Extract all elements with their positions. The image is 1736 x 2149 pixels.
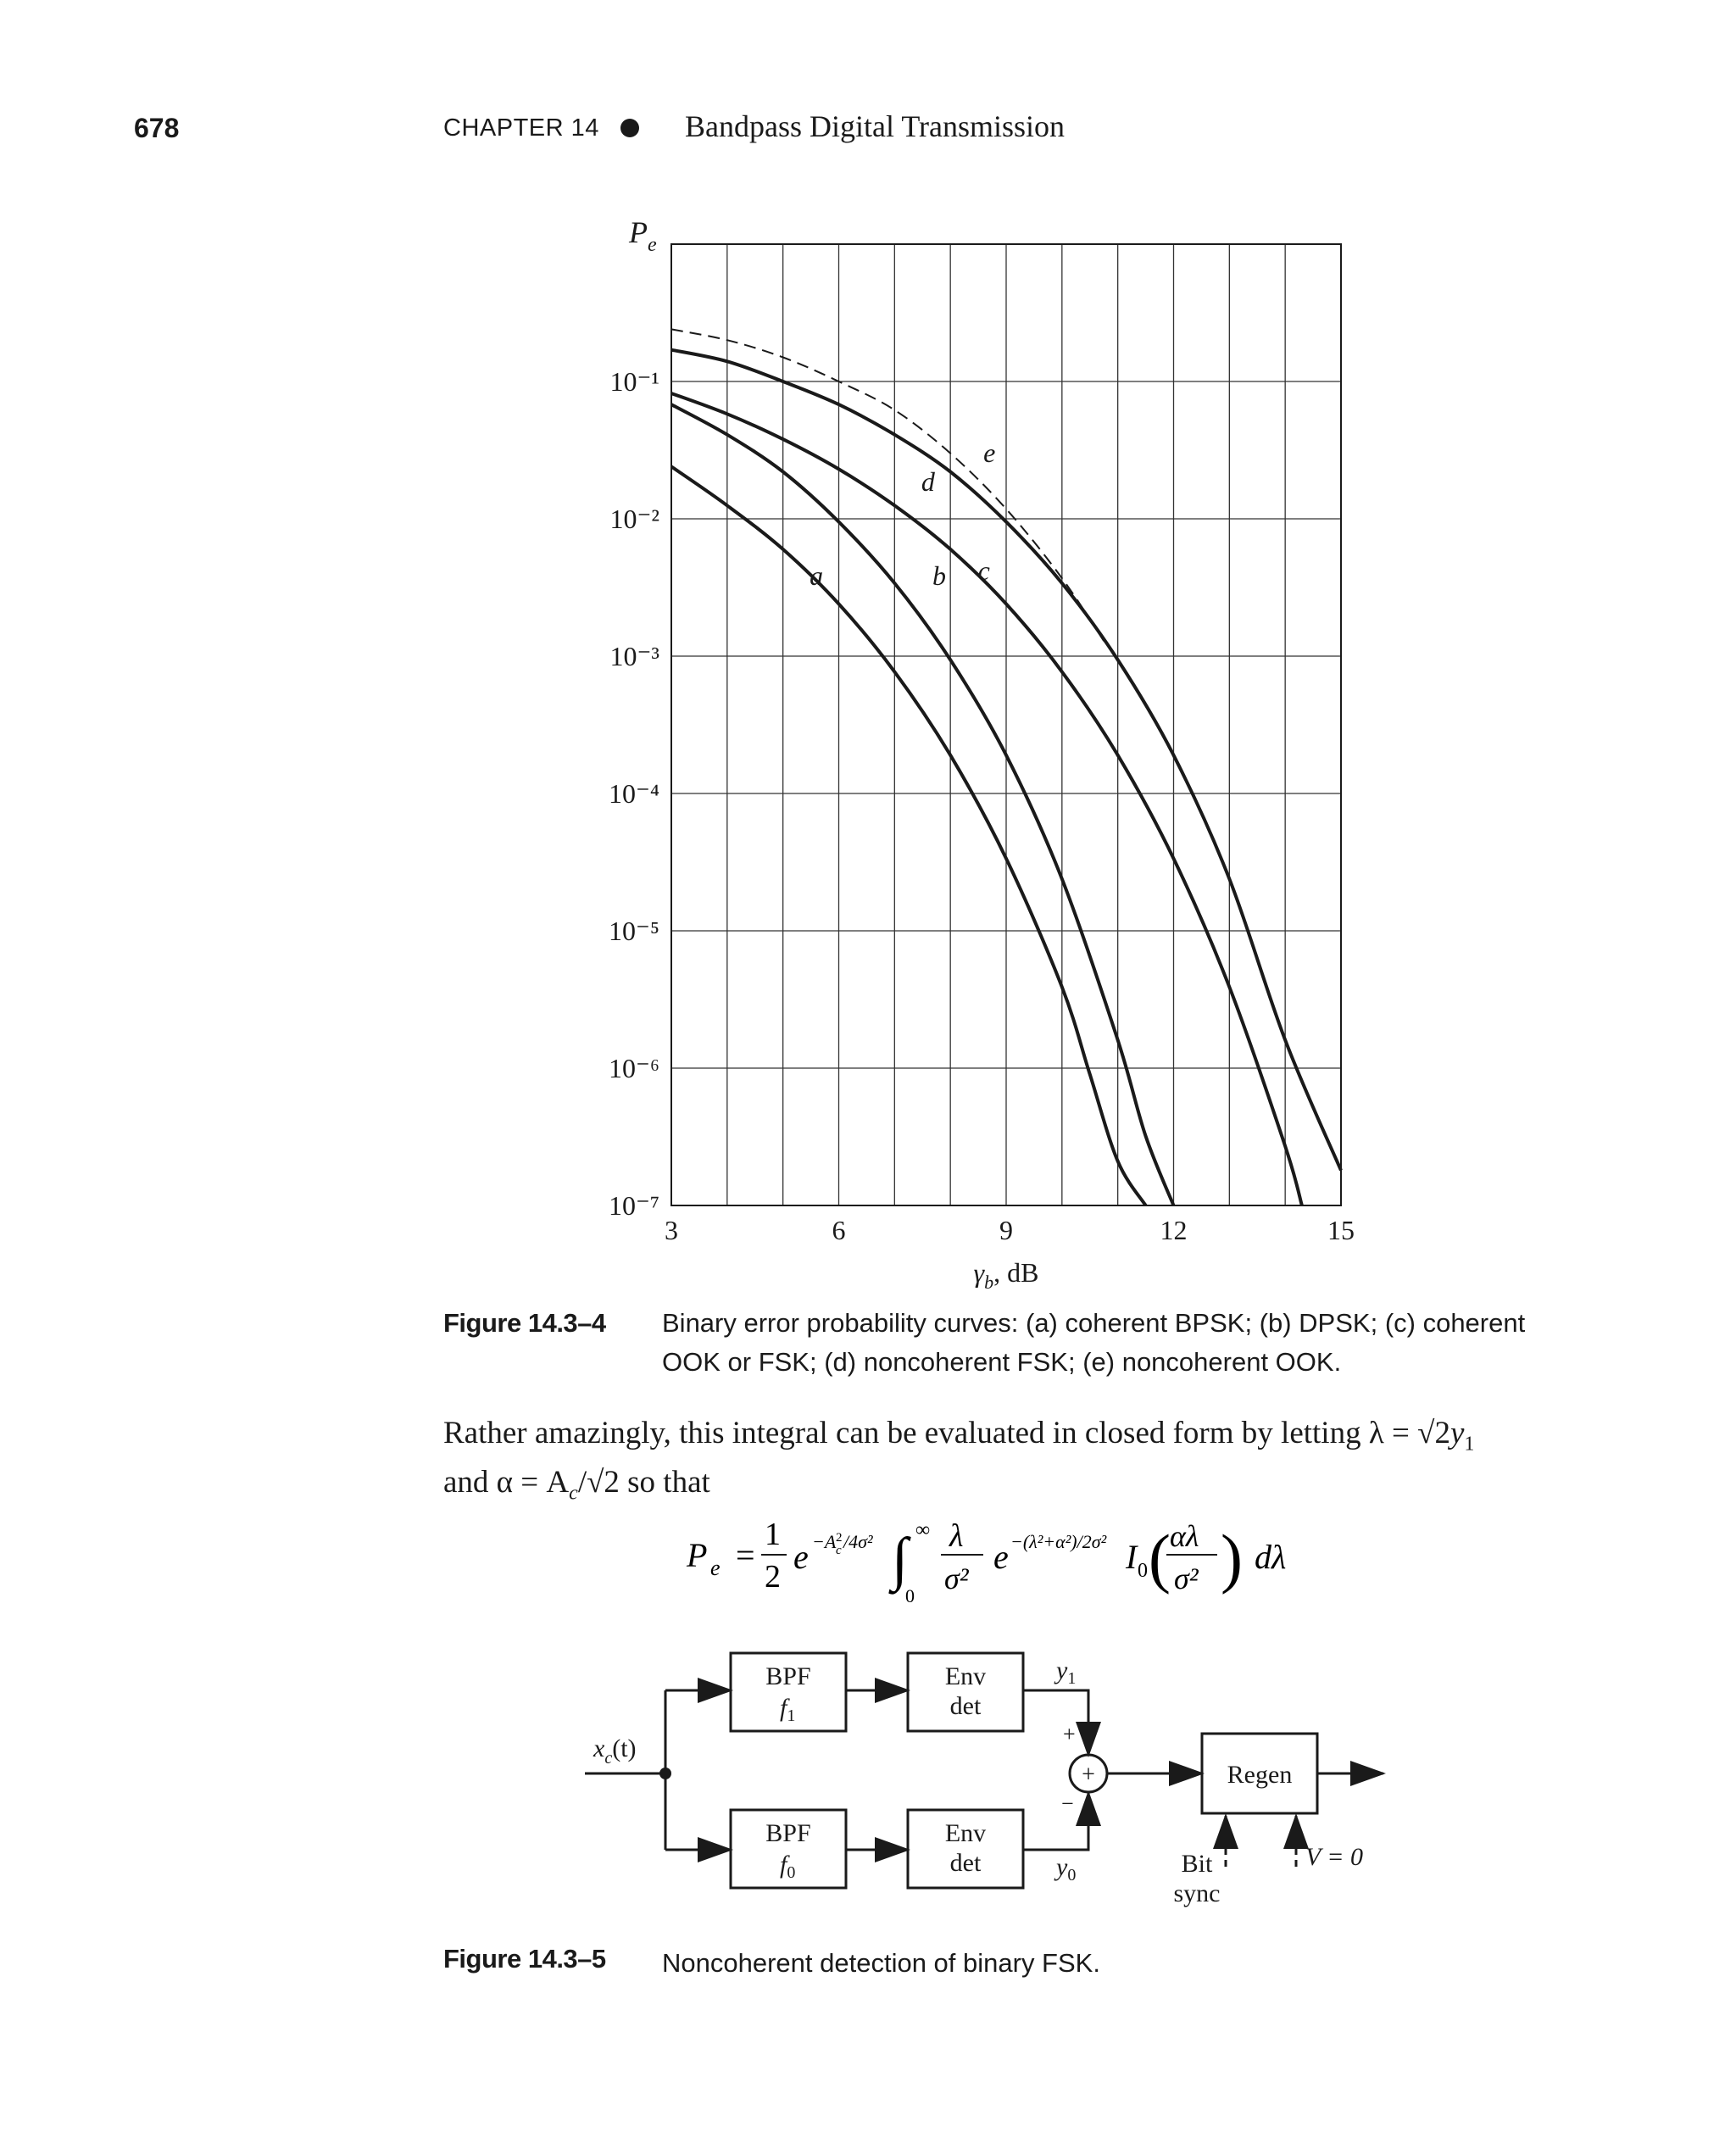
page-number: 678 — [134, 113, 180, 143]
caption-line: OOK or FSK; (d) noncoherent FSK; (e) noncoherent OOK. — [662, 1347, 1342, 1377]
svg-text:e: e — [993, 1538, 1009, 1576]
body-line: Rather amazingly, this integral can be evaluated in closed form by letting $\lambda = √2y_1$ — [443, 1416, 1475, 1456]
x-axis-label: $\gamma_b$, dB — [973, 1257, 1039, 1293]
figure-caption — [662, 1304, 1535, 1382]
sync-label: sync — [1173, 1879, 1221, 1907]
x-tick-label: 3 — [665, 1215, 678, 1245]
curve-a — [671, 466, 1146, 1205]
x-tick-label: 6 — [832, 1215, 846, 1245]
curve-label-d: d — [921, 465, 935, 497]
bpf-bottom-label: BPF — [765, 1819, 811, 1847]
svg-text:0: 0 — [905, 1585, 915, 1606]
svg-text:−(λ²+α²)/2σ²: −(λ²+α²)/2σ² — [1010, 1531, 1107, 1552]
svg-text:2: 2 — [765, 1559, 781, 1595]
plus-sign: + — [1063, 1722, 1076, 1746]
svg-text:dλ: dλ — [1255, 1538, 1287, 1576]
svg-text:P: P — [687, 1536, 708, 1574]
figure-label: Figure 14.3–5 — [443, 1944, 606, 1974]
svg-text:(: ( — [1149, 1521, 1171, 1595]
bpf-top-freq: $f_1$ — [780, 1694, 796, 1725]
curve-label-e: e — [983, 437, 996, 468]
body-paragraph — [443, 1414, 1537, 1513]
y-tick-label: 10⁻⁵ — [608, 916, 659, 946]
body-line: and $\alpha = A_c/√2$ so that — [443, 1465, 710, 1505]
x-tick-label: 12 — [1160, 1215, 1188, 1245]
svg-text:c: c — [836, 1544, 842, 1557]
bpf-top-label: BPF — [765, 1662, 811, 1690]
svg-text:e: e — [793, 1538, 809, 1576]
caption-line: Binary error probability curves: (a) coherent BPSK; (b) DPSK; (c) coherent — [662, 1308, 1526, 1338]
input-label: $x_c(t)$ — [593, 1734, 637, 1768]
svg-text:λ: λ — [949, 1518, 964, 1554]
curve-labels — [810, 437, 995, 591]
y-tick-label: 10⁻¹ — [609, 366, 659, 397]
svg-text:∫: ∫ — [892, 1527, 909, 1592]
svg-text:∞: ∞ — [915, 1519, 931, 1541]
threshold-label: V = 0 — [1305, 1843, 1364, 1871]
x-tick-label: 9 — [999, 1215, 1013, 1245]
chapter-label: CHAPTER 14 — [443, 114, 599, 142]
y0-label: $y_0$ — [1056, 1853, 1077, 1885]
regen-label: Regen — [1227, 1761, 1293, 1789]
y-tick-label: 10⁻⁷ — [608, 1190, 659, 1221]
svg-text:σ²: σ² — [944, 1562, 969, 1595]
curve-c — [671, 393, 1302, 1205]
bpf-bottom-freq: $f_0$ — [780, 1851, 796, 1882]
minus-sign: − — [1061, 1791, 1074, 1816]
svg-text:e: e — [710, 1556, 721, 1580]
curve-label-a: a — [810, 560, 824, 592]
chapter-title: Bandpass Digital Transmission — [685, 109, 1066, 143]
y1-label: $y_1$ — [1056, 1656, 1077, 1688]
svg-text:2: 2 — [836, 1531, 843, 1545]
y-axis-label: $P_e$ — [629, 215, 657, 256]
y-tick-label: 10⁻² — [609, 504, 659, 534]
summer-symbol: + — [1082, 1762, 1095, 1788]
junction-dot — [659, 1768, 671, 1779]
pe-equation — [661, 1500, 1390, 1619]
env-bottom-label-2: det — [949, 1849, 982, 1877]
fsk-block-diagram — [0, 1636, 1736, 1924]
env-bottom-label-1: Env — [944, 1819, 987, 1847]
svg-text:αλ: αλ — [1170, 1519, 1199, 1553]
svg-text:σ²: σ² — [1174, 1562, 1199, 1595]
svg-text:0: 0 — [1138, 1560, 1148, 1582]
bit-label: Bit — [1181, 1850, 1213, 1878]
y-tick-label: 10⁻³ — [609, 641, 659, 671]
y1-arrow — [1023, 1690, 1088, 1755]
figure-label: Figure 14.3–4 — [443, 1308, 606, 1338]
svg-text:I: I — [1126, 1538, 1138, 1576]
x-tick-label: 15 — [1327, 1215, 1355, 1245]
figure-caption: Noncoherent detection of binary FSK. — [662, 1948, 1100, 1978]
svg-text:=: = — [736, 1536, 755, 1574]
y0-arrow — [1023, 1793, 1088, 1850]
env-top-label-1: Env — [944, 1662, 987, 1690]
svg-text:/4σ²: /4σ² — [843, 1531, 873, 1552]
curve-label-c: c — [977, 554, 990, 586]
svg-text:−A: −A — [812, 1531, 837, 1552]
curve-e — [671, 329, 1107, 645]
y-tick-label: 10⁻⁴ — [608, 778, 659, 809]
y-tick-label: 10⁻⁶ — [608, 1053, 659, 1083]
svg-text:1: 1 — [765, 1517, 781, 1552]
env-top-label-2: det — [949, 1692, 982, 1720]
svg-text:): ) — [1221, 1521, 1243, 1595]
chart-grid — [671, 244, 1341, 1205]
curve-label-b: b — [932, 560, 946, 592]
